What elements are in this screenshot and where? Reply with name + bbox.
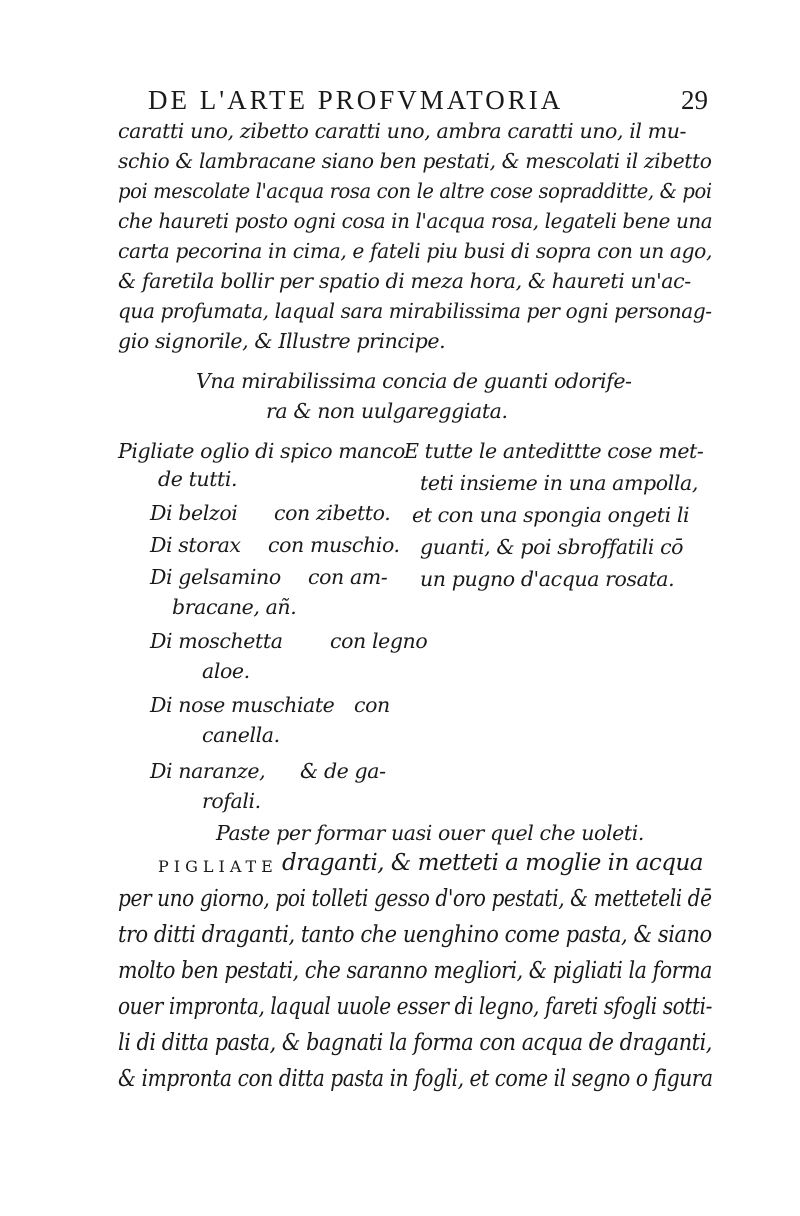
recipe-item: & de ga- [300, 759, 386, 783]
recipe-item: rofali. [202, 789, 261, 813]
recipe-intro: Pigliate oglio di spico manco [118, 439, 405, 463]
recipe-item: con zibetto. [274, 501, 391, 525]
recipe-item: Di gelsamino [150, 565, 281, 589]
recipe-item: canella. [202, 723, 280, 747]
text-line: per uno giorno, poi tolleti gesso d'oro pestati, & metteteli dē [118, 886, 712, 912]
text-line: draganti, & metteti a moglie in acqua [282, 850, 703, 876]
section-heading: Vna mirabilissima concia de guanti odorife- [196, 369, 632, 393]
recipe-note-line: un pugno d'acqua rosata. [420, 567, 675, 591]
text-line: poi mescolate l'acqua rosa con le altre cose sopradditte, & poi [118, 179, 712, 203]
recipe-item: Di moschetta [150, 629, 283, 653]
text-line: qua profumata, laqual sara mirabilissima per ogni personag- [118, 299, 712, 323]
recipe-item: con [354, 693, 390, 717]
running-head [148, 82, 708, 118]
text-line: li di ditta pasta, & bagnati la forma con acqua de draganti, [118, 1030, 712, 1056]
text-line: molto ben pestati, che saranno megliori, & pigliati la forma [118, 958, 712, 984]
recipe-note-line: teti insieme in una ampolla, [420, 471, 698, 495]
recipe-item: Di nose muschiate [150, 693, 335, 717]
text-line: schio & lambracane siano ben pestati, & mescolati il zibetto [118, 149, 712, 173]
text-line: & impronta con ditta pasta in fogli, et come il segno o figura [118, 1066, 713, 1092]
recipe-intro: de tutti. [158, 467, 238, 491]
recipe-note-line: et con una spongia ongeti li [412, 503, 690, 527]
recipe-item: aloe. [202, 659, 250, 683]
text-line: gio signorile, & Illustre principe. [118, 329, 446, 353]
recipe-item: con am- [308, 565, 388, 589]
recipe-item: Di storax [150, 533, 241, 557]
recipe-note-line: E tutte le antedittte cose met- [404, 439, 704, 463]
section-heading: ra & non uulgareggiata. [266, 399, 508, 423]
text-line: carta pecorina in cima, e fateli piu busi di sopra con un ago, [118, 239, 713, 263]
page-number: 29 [681, 85, 708, 115]
recipe-item: con muschio. [268, 533, 400, 557]
paragraph-lead-word: PIGLIATE [158, 857, 278, 876]
running-head-title: DE L'ARTE PROFVMATORIA [148, 85, 564, 115]
recipe-item: Di naranze, [150, 759, 266, 783]
recipe-note-line: guanti, & poi sbroffatili cō [420, 535, 684, 559]
section-heading: Paste per formar uasi ouer quel che uoleti. [216, 821, 644, 845]
recipe-item: bracane, añ. [172, 595, 297, 619]
recipe-item: con legno [330, 629, 428, 653]
recipe-item: Di belzoi [150, 501, 238, 525]
text-line: ouer impronta, laqual uuole esser di legno, fareti sfogli sotti- [118, 994, 712, 1020]
text-line: che haureti posto ogni cosa in l'acqua rosa, legateli bene una [118, 209, 713, 233]
text-line: caratti uno, zibetto caratti uno, ambra caratti uno, il mu- [118, 119, 687, 143]
text-line: & faretila bollir per spatio di meza hora, & haureti un'ac- [118, 269, 691, 293]
text-line: tro ditti draganti, tanto che uenghino come pasta, & siano [118, 922, 712, 948]
